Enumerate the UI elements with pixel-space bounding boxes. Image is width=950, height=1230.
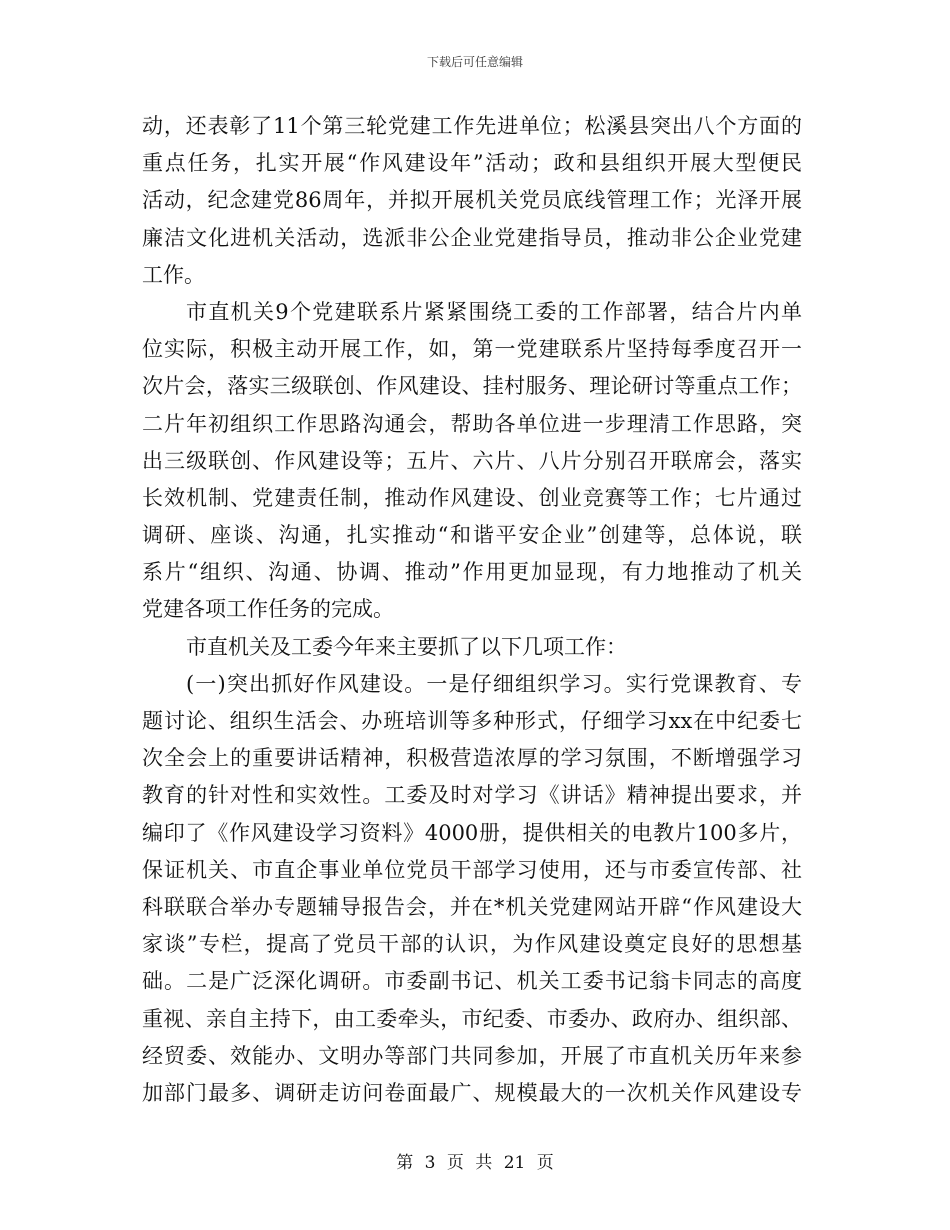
- text-line: 重视、亲自主持下，由工委牵头，市纪委、市委办、政府办、组织部、: [142, 1006, 802, 1031]
- text-line: 家谈”专栏，提高了党员干部的认识，为作风建设奠定良好的思想基: [142, 932, 802, 957]
- text-line: 调研、座谈、沟通，扎实推动“和谐平安企业”创建等，总体说，联: [142, 523, 802, 548]
- page-header-note: 下载后可任意编辑: [426, 55, 523, 69]
- text-line: 系片“组织、沟通、协调、推动”作用更加显现，有力地推动了机关: [142, 560, 802, 585]
- text-line: 活动，纪念建党86周年，并拟开展机关党员底线管理工作；光泽开展: [142, 188, 802, 213]
- text-line: 党建各项工作任务的完成。: [142, 597, 394, 622]
- text-line: 题讨论、组织生活会、办班培训等多种形式，仔细学习xx在中纪委七: [142, 709, 802, 733]
- text-line: 次片会，落实三级联创、作风建设、挂村服务、理论研讨等重点工作；: [142, 374, 802, 399]
- text-line: 二片年初组织工作思路沟通会，帮助各单位进一步理清工作思路，突: [142, 411, 802, 436]
- page-number-footer: 第 3 页 共 21 页: [396, 1153, 554, 1173]
- text-line: 动，还表彰了11个第三轮党建工作先进单位；松溪县突出八个方面的: [142, 114, 802, 138]
- text-line: 重点任务，扎实开展“作风建设年”活动；政和县组织开展大型便民: [142, 151, 802, 176]
- text-line: 教育的针对性和实效性。工委及时对学习《讲话》精神提出要求，并: [142, 783, 802, 808]
- text-line: 经贸委、效能办、文明办等部门共同参加，开展了市直机关历年来参: [142, 1043, 802, 1068]
- text-line: (一)突出抓好作风建设。一是仔细组织学习。实行党课教育、专: [186, 671, 802, 696]
- text-line: 保证机关、市直企事业单位党员干部学习使用，还与市委宣传部、社: [142, 857, 802, 882]
- document-body: [142, 108, 802, 1112]
- text-line: 廉洁文化进机关活动，选派非公企业党建指导员，推动非公企业党建: [142, 225, 802, 250]
- text-line: 长效机制、党建责任制，推动作风建设、创业竞赛等工作；七片通过: [142, 485, 802, 510]
- text-line: 位实际，积极主动开展工作，如，第一党建联系片坚持每季度召开一: [142, 337, 802, 362]
- text-line: 础。二是广泛深化调研。市委副书记、机关工委书记翁卡同志的高度: [142, 969, 802, 994]
- text-line: 出三级联创、作风建设等；五片、六片、八片分别召开联席会，落实: [142, 448, 802, 473]
- text-line: 编印了《作风建设学习资料》4000册，提供相关的电教片100多片，: [142, 820, 802, 845]
- text-line: 市直机关及工委今年来主要抓了以下几项工作：: [186, 634, 627, 659]
- text-line: 市直机关9个党建联系片紧紧围绕工委的工作部署，结合片内单: [186, 299, 802, 324]
- text-line: 科联联合举办专题辅导报告会，并在*机关党建网站开辟“作风建设大: [142, 894, 802, 919]
- text-line: 加部门最多、调研走访问卷面最广、规模最大的一次机关作风建设专: [142, 1080, 802, 1105]
- text-line: 工作。: [142, 262, 205, 287]
- text-line: 次全会上的重要讲话精神，积极营造浓厚的学习氛围，不断增强学习: [142, 746, 802, 771]
